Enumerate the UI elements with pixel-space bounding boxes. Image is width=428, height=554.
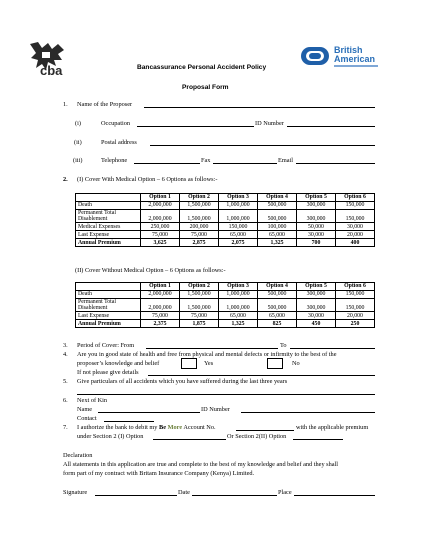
table-header-cell: [76, 194, 141, 202]
health-question-line1: Are you in good state of health and free from physical and mental defects or infirmity to the best of the: [77, 351, 337, 358]
table-cell: 2,000,000: [141, 210, 180, 223]
table-cell: Death: [76, 202, 141, 210]
table-cell: 250: [336, 320, 375, 328]
table-cell: 500,000: [258, 291, 297, 299]
postal-address-label: Postal address: [101, 139, 137, 146]
table-header-cell: Option 3: [219, 283, 258, 291]
table-header-cell: Option 4: [258, 283, 297, 291]
declaration-line1: All statements in this application are true and complete to the best of my knowledge and belief and they shall: [63, 461, 339, 468]
nok-name-field[interactable]: [98, 406, 200, 413]
postal-address-field[interactable]: [150, 139, 375, 146]
cba-logo-text: cba: [40, 63, 63, 78]
table-cell: 2,000,000: [141, 202, 180, 210]
table-cell: 150,000: [336, 299, 375, 312]
be-text: Be: [159, 424, 167, 431]
roman-iii: (iii): [73, 157, 83, 164]
table-header-cell: Option 3: [219, 194, 258, 202]
email-field[interactable]: [296, 157, 375, 164]
table-cell: 500,000: [258, 299, 297, 312]
table-cell: 150,000: [219, 223, 258, 231]
table-cell: 3,625: [141, 239, 180, 247]
table-cell: 100,000: [258, 223, 297, 231]
period-to-label: To: [280, 342, 287, 349]
table-cell: 30,000: [297, 312, 336, 320]
roman-i: (i): [75, 120, 81, 127]
telephone-label: Telephone: [101, 157, 128, 164]
table-cell: Annual Premium: [76, 239, 141, 247]
period-from-label: Period of Cover: From: [77, 342, 135, 349]
table-cell: 2,875: [180, 239, 219, 247]
table-cell: 65,000: [219, 312, 258, 320]
table-cell: 20,000: [336, 312, 375, 320]
table-cell: 200,000: [180, 223, 219, 231]
telephone-field[interactable]: [134, 157, 200, 164]
item-number-2: 2.: [63, 176, 68, 183]
item-number-5: 5.: [63, 378, 68, 385]
table-header-cell: Option 1: [141, 283, 180, 291]
table-cell: 250,000: [141, 223, 180, 231]
table-cell: 825: [258, 320, 297, 328]
table-cell: 700: [297, 239, 336, 247]
table-cell: 65,000: [258, 231, 297, 239]
table-row-annual-premium: [76, 320, 375, 328]
item-number-6: 6.: [63, 397, 68, 404]
signature-field[interactable]: [95, 489, 177, 496]
table-cell: 1,000,000: [219, 299, 258, 312]
yes-checkbox[interactable]: [181, 358, 197, 369]
section-2-option-label: Or Section 2(II) Option: [227, 433, 287, 440]
table-cell: 1,875: [180, 320, 219, 328]
table-header-cell: Option 5: [297, 194, 336, 202]
authorize-part2: Account No.: [183, 424, 216, 431]
table-cell: Death: [76, 291, 141, 299]
signature-label: Signature: [63, 489, 88, 496]
table-cell: 75,000: [141, 231, 180, 239]
table-cell: 450: [297, 320, 336, 328]
table-cell: 1,500,000: [180, 202, 219, 210]
nok-contact-field[interactable]: [104, 415, 154, 422]
britam-logo-line2: American: [334, 54, 376, 64]
table-row: [76, 223, 375, 231]
table-header-row: [76, 194, 375, 202]
fax-label: Fax: [201, 157, 211, 164]
period-to-field[interactable]: [290, 342, 375, 349]
table-cell: 150,000: [336, 202, 375, 210]
table-cell: Annual Premium: [76, 320, 141, 328]
section-1-option-label: under Section 2 (I) Option: [77, 433, 144, 440]
yes-label: Yes: [204, 360, 214, 367]
table-cell: 75,000: [141, 312, 180, 320]
declaration-heading: Declaration: [63, 452, 93, 459]
table-cell: 1,000,000: [219, 291, 258, 299]
table-cell: 65,000: [219, 231, 258, 239]
proposer-name-field[interactable]: [144, 101, 375, 108]
occupation-label: Occupation: [101, 120, 131, 127]
table-cell: 30,000: [336, 223, 375, 231]
table-cell: 150,000: [336, 291, 375, 299]
email-label: Email: [278, 157, 294, 164]
health-question-line2: proposer’s knowledge and belief: [77, 360, 160, 367]
id-number-field[interactable]: [287, 120, 375, 127]
item-number-7: 7.: [63, 424, 68, 431]
table-cell: 1,000,000: [219, 210, 258, 223]
nok-name-label: Name: [77, 406, 93, 413]
table-cell: 2,375: [141, 320, 180, 328]
if-not-details-field[interactable]: [148, 369, 375, 376]
table-cell: 400: [336, 239, 375, 247]
britam-emblem-icon: [300, 44, 330, 68]
britam-logo: [300, 44, 400, 70]
table-cell: 2,000,000: [141, 291, 180, 299]
item-number-4: 4.: [63, 351, 68, 358]
table-cell: 300,000: [297, 202, 336, 210]
fax-field[interactable]: [213, 157, 277, 164]
table-cell: 300,000: [297, 291, 336, 299]
roman-ii: (ii): [74, 139, 82, 146]
table-row: [76, 291, 375, 299]
table-cell: 65,000: [258, 312, 297, 320]
table-row: [76, 210, 375, 223]
section-2-option-field[interactable]: [293, 433, 343, 440]
britam-logo-line1: British: [334, 45, 363, 55]
cover-with-medical-table: [75, 193, 375, 247]
cba-logo: [28, 40, 68, 78]
nok-contact-label: Contact: [77, 415, 97, 422]
next-of-kin-label: Next of Kin: [77, 397, 108, 404]
id-number-label: ID Number: [255, 120, 284, 127]
cover-with-medical-heading: (I) Cover With Medical Option – 6 Options as follows:-: [77, 176, 218, 183]
table-header-cell: Option 4: [258, 194, 297, 202]
no-checkbox[interactable]: [267, 358, 283, 369]
authorize-text: [77, 424, 216, 431]
table-cell: Permanent Total Disablement: [76, 210, 141, 223]
table-header-row: [76, 283, 375, 291]
item-number-1: 1.: [63, 101, 68, 108]
table-cell: Permanent Total Disablement: [76, 299, 141, 312]
proposer-name-label: Name of the Proposer: [77, 101, 133, 108]
table-header-cell: Option 5: [297, 283, 336, 291]
table-row: [76, 202, 375, 210]
table-cell: 500,000: [258, 210, 297, 223]
place-label: Place: [278, 489, 292, 496]
if-not-details-label: If not please give details: [77, 369, 139, 376]
period-from-field[interactable]: [146, 342, 278, 349]
no-label: No: [292, 360, 300, 367]
table-row: [76, 312, 375, 320]
table-cell: Last Expense: [76, 312, 141, 320]
page-subtitle: Proposal Form: [182, 84, 229, 91]
occupation-field[interactable]: [137, 120, 254, 127]
table-cell: 1,325: [258, 239, 297, 247]
section-1-option-field[interactable]: [153, 433, 226, 440]
authorize-part1: I authorize the bank to debit my: [77, 424, 158, 431]
table-header-cell: Option 6: [336, 194, 375, 202]
table-header-cell: Option 2: [180, 194, 219, 202]
more-text: More: [167, 424, 183, 431]
table-cell: 1,325: [219, 320, 258, 328]
table-cell: 150,000: [336, 210, 375, 223]
table-cell: 75,000: [180, 231, 219, 239]
item-number-3: 3.: [63, 342, 68, 349]
table-cell: 500,000: [258, 202, 297, 210]
table-cell: 30,000: [297, 231, 336, 239]
cover-without-medical-table: [75, 282, 375, 328]
table-row-annual-premium: [76, 239, 375, 247]
accidents-field[interactable]: [77, 388, 375, 395]
table-cell: 1,500,000: [180, 210, 219, 223]
page-title: Bancassurance Personal Accident Policy: [137, 64, 267, 71]
table-header-cell: Option 6: [336, 283, 375, 291]
table-row: [76, 299, 375, 312]
table-header-cell: Option 2: [180, 283, 219, 291]
table-header-cell: Option 1: [141, 194, 180, 202]
account-number-field[interactable]: [236, 424, 294, 431]
declaration-line2: form part of my contract with Britam Insurance Company (Kenya) Limited.: [63, 470, 255, 477]
table-cell: 2,075: [219, 239, 258, 247]
place-field[interactable]: [294, 489, 375, 496]
date-field[interactable]: [192, 489, 277, 496]
table-header-cell: [76, 283, 141, 291]
table-cell: 50,000: [297, 223, 336, 231]
table-cell: 20,000: [336, 231, 375, 239]
authorize-part3: with the applicable premium: [296, 424, 369, 431]
table-cell: 1,500,000: [180, 299, 219, 312]
britam-logo-tagline-bar: [334, 65, 378, 67]
table-row: [76, 231, 375, 239]
table-cell: 1,000,000: [219, 202, 258, 210]
accidents-label: Give particulars of all accidents which you have suffered during the last three years: [77, 378, 288, 385]
cover-without-medical-heading: (II) Cover Without Medical Option – 6 Options as follows:-: [75, 267, 226, 274]
table-cell: 1,500,000: [180, 291, 219, 299]
table-cell: 300,000: [297, 299, 336, 312]
date-label: Date: [178, 489, 190, 496]
table-cell: Last Expense: [76, 231, 141, 239]
table-cell: 75,000: [180, 312, 219, 320]
nok-id-label: ID Number: [201, 406, 230, 413]
nok-id-field[interactable]: [241, 406, 375, 413]
table-cell: Medical Expenses: [76, 223, 141, 231]
table-cell: 2,000,000: [141, 299, 180, 312]
table-cell: 300,000: [297, 210, 336, 223]
